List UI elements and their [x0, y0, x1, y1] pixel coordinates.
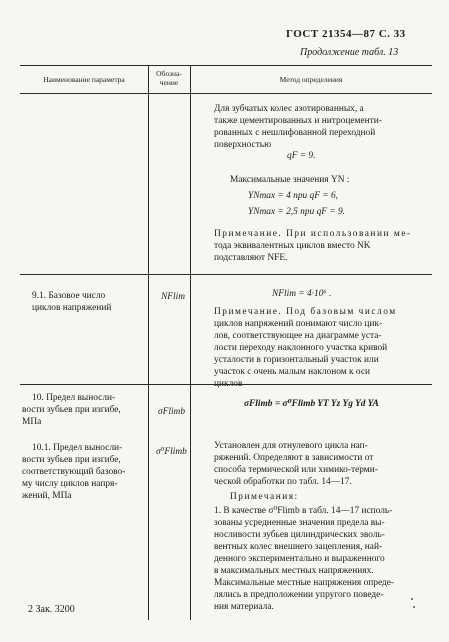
text-line: ческой обработки по табл. 14—17. — [214, 477, 352, 487]
text-line: вости зубьев при изгибе, — [22, 405, 121, 415]
table-row-rule — [20, 274, 432, 275]
note-1-paragraph — [214, 505, 430, 613]
column-header-method: Метод определения — [279, 75, 343, 84]
text-line: усталости в горизонтальный участок или — [214, 355, 379, 365]
standard-header: ГОСТ 21354—87 С. 33 — [286, 28, 406, 40]
text-line: лов, соответствующее на диаграмме уста- — [214, 331, 382, 341]
text-line: зованы усредненные значения предела вы- — [214, 518, 385, 528]
text-line: соответствующий базово- — [22, 467, 126, 477]
column-header-symbol-line2: чение — [159, 78, 179, 87]
symbol-nflim: NFlim — [161, 292, 185, 302]
text-line: участок с очень малым наклоном к оси — [214, 367, 371, 377]
text-line: Примечание. При использовании ме- — [214, 229, 412, 239]
method-paragraph-10-1 — [214, 440, 430, 488]
text-line: лости переходу наклонного участка кривой — [214, 343, 388, 353]
text-line: также цементированных и нитроцементи- — [214, 116, 382, 126]
notes-title: Примечания: — [230, 492, 299, 502]
text-line: подставляют NFE. — [214, 253, 288, 263]
text-line: Примечание. Под базовым числом — [214, 307, 397, 317]
formula-ynmax-2: YNmax = 2,5 при qF = 9. — [248, 207, 346, 217]
note-base-cycles — [214, 306, 430, 390]
text-line: 10. Предел выносли- — [32, 393, 116, 403]
formula-nflim: NFlim = 4·10⁶ . — [272, 289, 332, 299]
text-line: циклов — [214, 379, 243, 389]
max-values-label: Максимальные значения YN : — [230, 175, 350, 185]
text-line: ряжений. Определяют в зависимости от — [214, 453, 374, 463]
text-line: жений, МПа — [22, 491, 72, 501]
formula-qf: qF = 9. — [287, 151, 316, 161]
text-line: тода эквивалентных циклов вместо NK — [214, 241, 371, 251]
param-name-10 — [22, 392, 144, 428]
symbol-sigma0-flimb: σ⁰Flimb — [156, 447, 187, 457]
text-line: носливости зубьев цилиндрических эволь- — [214, 530, 385, 540]
text-line: 1. В качестве σ⁰Flimb в табл. 14—17 исполь- — [214, 506, 393, 516]
text-line: вентных колес внешнего зацепления, най- — [214, 542, 383, 552]
text-line: лялись в предположении упругого поведе- — [214, 590, 384, 600]
text-line: 10.1. Предел выносли- — [32, 443, 123, 453]
table-top-rule — [20, 65, 432, 66]
note-equivalent-cycles — [214, 228, 430, 264]
column-header-symbol-line1: Обозна- — [156, 69, 182, 78]
formula-ynmax-1: YNmax = 4 при qF = 6, — [248, 191, 338, 201]
table-continuation-label: Продолжение табл. 13 — [300, 47, 399, 58]
table-header-rule — [20, 93, 432, 94]
param-name-9-1 — [32, 290, 144, 314]
print-speck — [411, 598, 413, 600]
text-line: Максимальные местные напряжения опреде- — [214, 578, 395, 588]
text-line: способа термической или химико-терми- — [214, 465, 378, 475]
text-line: му числу циклов напря- — [22, 479, 118, 489]
text-line: циклов напряжений — [32, 303, 112, 313]
text-line: денного экспериментально и выраженного — [214, 554, 385, 564]
text-line: МПа — [22, 417, 42, 427]
table-column-divider-2 — [190, 65, 191, 620]
text-line: ния материала. — [214, 602, 274, 612]
print-speck — [413, 606, 415, 608]
text-line: Для зубчатых колес азотированных, а — [214, 104, 364, 114]
text-line: Установлен для отнулевого цикла нап- — [214, 441, 368, 451]
printing-order-footer: 2 Зак. 3200 — [28, 604, 75, 615]
table-column-divider-1 — [148, 65, 149, 620]
text-line: рованных с нешлифованной переходной — [214, 128, 376, 138]
text-line: вости зубьев при изгибе, — [22, 455, 121, 465]
text-line: в максимальных местных напряжениях. — [214, 566, 374, 576]
symbol-sigma-flimb: σFlimb — [158, 407, 186, 417]
text-line: циклов напряжений понимают число цик- — [214, 319, 383, 329]
text-line: 9.1. Базовое число — [32, 291, 106, 301]
method-paragraph — [214, 103, 430, 151]
param-name-10-1 — [22, 442, 144, 502]
column-header-parameter: Наименование параметра — [43, 75, 125, 84]
text-line: поверхностью — [214, 140, 272, 150]
formula-sigma-flimb: σFlimb = σ⁰Flimb YT Yz Yg Yd YA — [244, 399, 379, 409]
